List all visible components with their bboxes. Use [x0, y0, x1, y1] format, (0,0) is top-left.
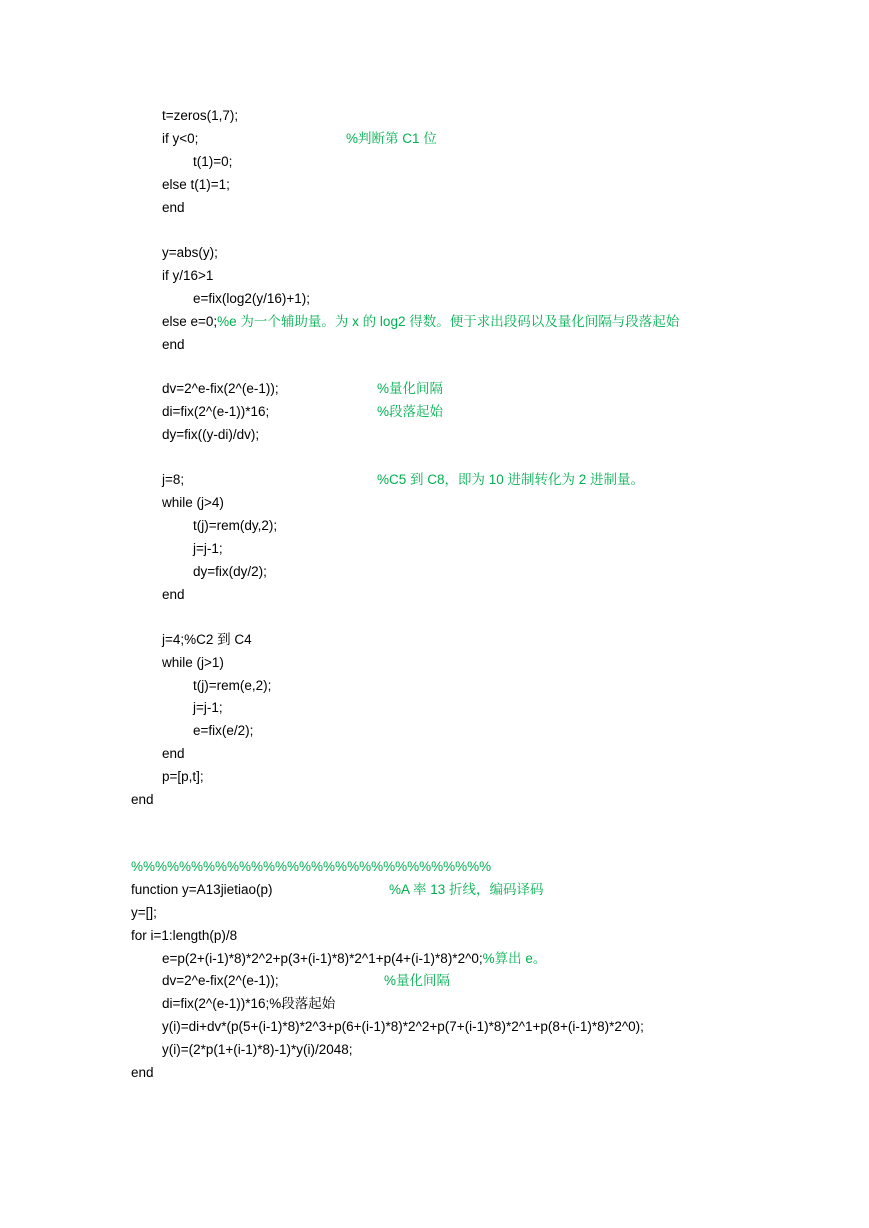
code-line: [162, 1018, 644, 1036]
code-comment: %算出 e。: [482, 951, 547, 966]
code-comment: %C5 到 C8，即为 10 进制转化为 2 进制量。: [377, 472, 645, 487]
code-line: [162, 586, 185, 604]
code-line: [162, 244, 218, 262]
code-text: e=fix(log2(y/16)+1);: [193, 291, 311, 306]
code-text: di=fix(2^(e-1))*16;%段落起始: [162, 996, 336, 1011]
code-text: y=abs(y);: [162, 245, 218, 260]
code-text: j=8;: [162, 472, 185, 487]
code-line: [193, 677, 271, 695]
code-line: [193, 290, 310, 308]
code-line: [162, 950, 546, 968]
code-line: [162, 336, 185, 354]
code-line: [162, 267, 213, 285]
code-text: end: [131, 1065, 154, 1080]
code-text: end: [162, 337, 185, 352]
code-comment: %A 率 13 折线，编码译码: [389, 882, 544, 897]
code-text: dv=2^e-fix(2^(e-1));: [162, 381, 279, 396]
code-line: [162, 176, 230, 194]
code-line: [131, 1064, 154, 1082]
code-text: end: [162, 746, 185, 761]
code-text: p=[p,t];: [162, 769, 204, 784]
code-text: di=fix(2^(e-1))*16;: [162, 404, 270, 419]
code-line: [162, 972, 279, 990]
code-line: [131, 927, 237, 945]
code-comment: %%%%%%%%%%%%%%%%%%%%%%%%%%%%%%: [131, 859, 492, 874]
code-line: [162, 768, 204, 786]
code-text: dv=2^e-fix(2^(e-1));: [162, 973, 279, 988]
code-text: end: [162, 200, 185, 215]
code-text: e=p(2+(i-1)*8)*2^2+p(3+(i-1)*8)*2^1+p(4+(i-1)*8)*2^0;: [162, 951, 483, 966]
code-comment: %判断第 C1 位: [346, 131, 437, 146]
code-text: e=fix(e/2);: [193, 723, 254, 738]
code-comment: %段落起始: [377, 404, 444, 419]
code-comment: %量化间隔: [377, 381, 444, 396]
code-text: dy=fix((y-di)/dv);: [162, 427, 260, 442]
code-line: [193, 517, 277, 535]
code-line: [162, 107, 238, 125]
code-comment: %e 为一个辅助量。为 x 的 log2 得数。便于求出段码以及量化间隔与段落起始: [217, 314, 680, 329]
code-line: [193, 540, 223, 558]
code-text: else e=0;: [162, 314, 218, 329]
code-line: [162, 313, 679, 331]
code-text: else t(1)=1;: [162, 177, 230, 192]
code-line: [162, 471, 184, 489]
code-line: [162, 631, 252, 649]
code-line: [131, 791, 154, 809]
code-text: function y=A13jietiao(p): [131, 882, 273, 897]
code-line: [162, 130, 198, 148]
code-text: for i=1:length(p)/8: [131, 928, 238, 943]
code-text: t(1)=0;: [193, 154, 233, 169]
code-line: [131, 904, 157, 922]
code-line: [162, 426, 259, 444]
code-line: [162, 1041, 353, 1059]
code-text: if y<0;: [162, 131, 199, 146]
code-text: t(j)=rem(e,2);: [193, 678, 272, 693]
code-line: [162, 403, 269, 421]
code-line: [193, 563, 267, 581]
code-text: y=[];: [131, 905, 157, 920]
code-line: [193, 153, 232, 171]
code-text: dy=fix(dy/2);: [193, 564, 267, 579]
code-text: while (j>4): [162, 495, 224, 510]
code-line: [193, 699, 223, 717]
code-text: j=j-1;: [193, 700, 223, 715]
code-line: [162, 494, 224, 512]
code-text: end: [162, 587, 185, 602]
code-text: t=zeros(1,7);: [162, 108, 239, 123]
code-line: [131, 881, 272, 899]
code-line: [193, 722, 253, 740]
code-text: y(i)=(2*p(1+(i-1)*8)-1)*y(i)/2048;: [162, 1042, 353, 1057]
code-line: [162, 745, 185, 763]
code-line: [162, 380, 279, 398]
code-line: [162, 654, 224, 672]
code-line: [162, 995, 335, 1013]
code-text: y(i)=di+dv*(p(5+(i-1)*8)*2^3+p(6+(i-1)*8)*2^2+p(7+(i-1)*8)*2^1+p(8+(i-1)*8)*2^0);: [162, 1019, 644, 1034]
code-text: while (j>1): [162, 655, 224, 670]
code-text: j=4;%C2 到 C4: [162, 632, 252, 647]
code-text: if y/16>1: [162, 268, 214, 283]
code-text: end: [131, 792, 154, 807]
code-text: t(j)=rem(dy,2);: [193, 518, 278, 533]
code-comment: %量化间隔: [384, 973, 451, 988]
code-line: [162, 199, 185, 217]
code-text: j=j-1;: [193, 541, 223, 556]
